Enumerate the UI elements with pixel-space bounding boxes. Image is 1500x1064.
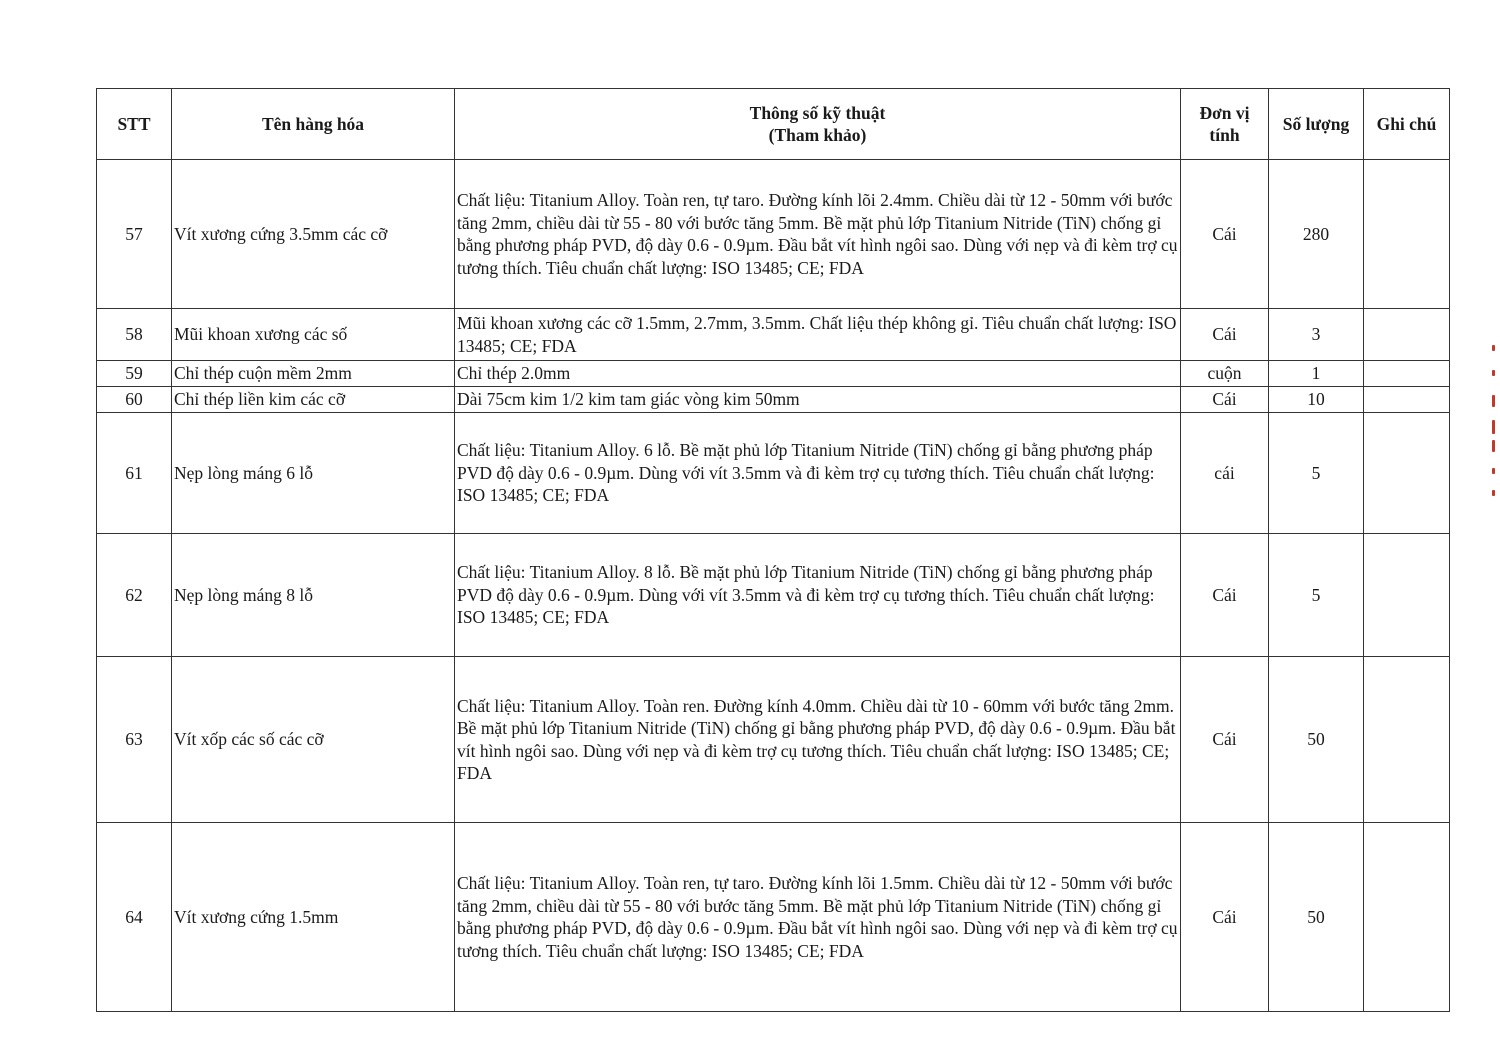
header-unit-line2: tính xyxy=(1209,125,1240,145)
row-spec: Chỉ thép 2.0mm xyxy=(455,361,1181,387)
row-unit: Cái xyxy=(1181,657,1269,823)
row-note xyxy=(1364,387,1450,413)
row-qty: 5 xyxy=(1269,413,1364,534)
header-spec xyxy=(455,89,1181,160)
row-name: Vít xương cứng 1.5mm xyxy=(172,823,455,1012)
row-spec: Chất liệu: Titanium Alloy. 8 lỗ. Bề mặt phủ lớp Titanium Nitride (TiN) chống gỉ bằng phương pháp PVD độ dày 0.6 - 0.9µm. Dùng với vít 3.5mm và đi kèm trợ cụ tương thích. Tiêu chuẩn chất lượng: ISO 13485; CE; FDA xyxy=(455,534,1181,657)
table-row xyxy=(97,657,1450,823)
row-note xyxy=(1364,160,1450,309)
header-stt: STT xyxy=(97,89,172,160)
row-qty: 3 xyxy=(1269,309,1364,361)
header-unit-line1: Đơn vị xyxy=(1199,103,1250,123)
row-spec: Chất liệu: Titanium Alloy. Toàn ren, tự taro. Đường kính lõi 1.5mm. Chiều dài từ 12 - 50mm với bước tăng 2mm, chiều dài từ 55 - 80 với bước tăng 5mm. Bề mặt phủ lớp Titanium Nitride (TiN) chống gỉ bằng phương pháp PVD, độ dày 0.6 - 0.9µm. Đầu bắt vít hình ngôi sao. Dùng với nẹp và đi kèm trợ cụ tương thích. Tiêu chuẩn chất lượng: ISO 13485; CE; FDA xyxy=(455,823,1181,1012)
row-qty: 1 xyxy=(1269,361,1364,387)
table-row xyxy=(97,309,1450,361)
row-qty: 5 xyxy=(1269,534,1364,657)
row-qty: 50 xyxy=(1269,657,1364,823)
row-qty: 50 xyxy=(1269,823,1364,1012)
row-stt: 60 xyxy=(97,387,172,413)
row-name: Vít xương cứng 3.5mm các cỡ xyxy=(172,160,455,309)
margin-stamp-marks xyxy=(1488,340,1500,510)
row-name: Vít xốp các số các cỡ xyxy=(172,657,455,823)
row-stt: 64 xyxy=(97,823,172,1012)
row-note xyxy=(1364,309,1450,361)
row-note xyxy=(1364,361,1450,387)
row-spec: Chất liệu: Titanium Alloy. 6 lỗ. Bề mặt phủ lớp Titanium Nitride (TiN) chống gỉ bằng phương pháp PVD độ dày 0.6 - 0.9µm. Dùng với vít 3.5mm và đi kèm trợ cụ tương thích. Tiêu chuẩn chất lượng: ISO 13485; CE; FDA xyxy=(455,413,1181,534)
table-header-row xyxy=(97,89,1450,160)
header-qty: Số lượng xyxy=(1269,89,1364,160)
row-name: Nẹp lòng máng 8 lỗ xyxy=(172,534,455,657)
row-unit: Cái xyxy=(1181,387,1269,413)
table-row xyxy=(97,534,1450,657)
table-row xyxy=(97,387,1450,413)
row-qty: 10 xyxy=(1269,387,1364,413)
row-unit: Cái xyxy=(1181,534,1269,657)
row-name: Chỉ thép liền kim các cỡ xyxy=(172,387,455,413)
row-stt: 58 xyxy=(97,309,172,361)
table-row xyxy=(97,160,1450,309)
row-spec: Dài 75cm kim 1/2 kim tam giác vòng kim 50mm xyxy=(455,387,1181,413)
row-stt: 59 xyxy=(97,361,172,387)
row-qty: 280 xyxy=(1269,160,1364,309)
row-unit: Cái xyxy=(1181,823,1269,1012)
table-row xyxy=(97,823,1450,1012)
specification-table xyxy=(96,88,1450,1012)
row-note xyxy=(1364,534,1450,657)
header-spec-title: Thông số kỹ thuật xyxy=(749,103,886,123)
row-name: Chỉ thép cuộn mềm 2mm xyxy=(172,361,455,387)
header-note: Ghi chú xyxy=(1364,89,1450,160)
row-stt: 62 xyxy=(97,534,172,657)
row-name: Mũi khoan xương các số xyxy=(172,309,455,361)
row-stt: 57 xyxy=(97,160,172,309)
row-note xyxy=(1364,413,1450,534)
row-stt: 63 xyxy=(97,657,172,823)
table-row xyxy=(97,361,1450,387)
row-note xyxy=(1364,657,1450,823)
table-row xyxy=(97,413,1450,534)
row-unit: cuộn xyxy=(1181,361,1269,387)
header-name: Tên hàng hóa xyxy=(172,89,455,160)
header-unit xyxy=(1181,89,1269,160)
row-name: Nẹp lòng máng 6 lỗ xyxy=(172,413,455,534)
row-spec: Chất liệu: Titanium Alloy. Toàn ren. Đường kính 4.0mm. Chiều dài từ 10 - 60mm với bước tăng 2mm. Bề mặt phủ lớp Titanium Nitride (TiN) chống gỉ bằng phương pháp PVD, độ dày 0.6 - 0.9µm. Đầu bắt vít hình ngôi sao. Dùng với nẹp và đi kèm trợ cụ tương thích. Tiêu chuẩn chất lượng: ISO 13485; CE; FDA xyxy=(455,657,1181,823)
header-spec-subtitle: (Tham khảo) xyxy=(768,125,867,145)
row-unit: cái xyxy=(1181,413,1269,534)
row-unit: Cái xyxy=(1181,309,1269,361)
row-spec: Chất liệu: Titanium Alloy. Toàn ren, tự taro. Đường kính lõi 2.4mm. Chiều dài từ 12 - 50mm với bước tăng 2mm, chiều dài từ 55 - 80 với bước tăng 5mm. Bề mặt phủ lớp Titanium Nitride (TiN) chống gỉ bằng phương pháp PVD, độ dày 0.6 - 0.9µm. Đầu bắt vít hình ngôi sao. Dùng với nẹp và đi kèm trợ cụ tương thích. Tiêu chuẩn chất lượng: ISO 13485; CE; FDA xyxy=(455,160,1181,309)
row-stt: 61 xyxy=(97,413,172,534)
row-note xyxy=(1364,823,1450,1012)
row-unit: Cái xyxy=(1181,160,1269,309)
row-spec: Mũi khoan xương các cỡ 1.5mm, 2.7mm, 3.5mm. Chất liệu thép không gỉ. Tiêu chuẩn chất lượng: ISO 13485; CE; FDA xyxy=(455,309,1181,361)
